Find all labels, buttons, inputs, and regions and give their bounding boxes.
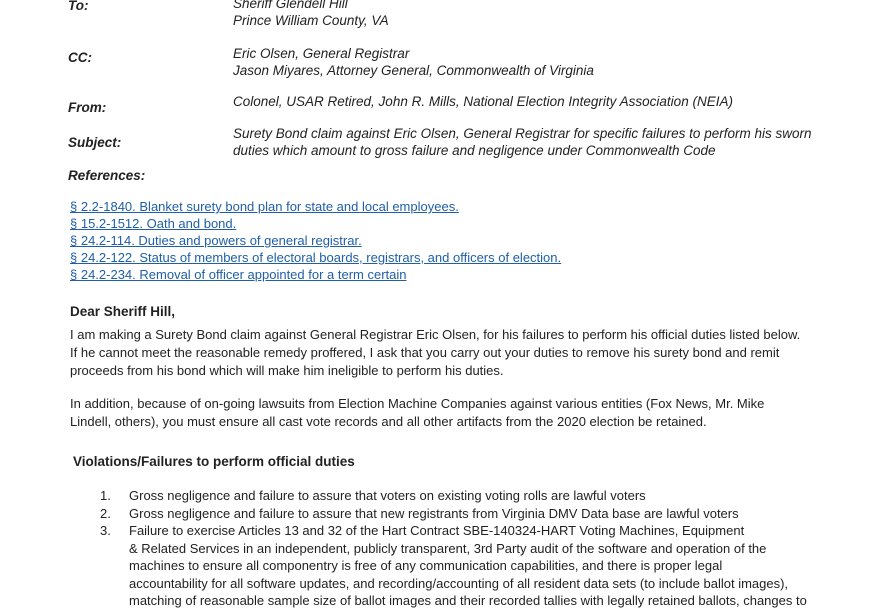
- paragraph-retention: [70, 395, 860, 431]
- list-item-text: machines to ensure all componentry is free of any communication capabilities, and there is proper legal: [129, 558, 723, 573]
- paragraph-line: Lindell, others), you must ensure all cast vote records and all other artifacts from the 2020 election be retained.: [70, 414, 707, 429]
- list-item: [100, 505, 807, 523]
- reference-link[interactable]: § 24.2-234. Removal of officer appointed for a term certain: [70, 267, 407, 282]
- to-line: Prince William County, VA: [233, 13, 389, 28]
- list-item-text: Failure to exercise Articles 13 and 32 of the Hart Contract SBE-140324-HART Voting Machines, Equipment: [129, 523, 745, 538]
- list-item: [100, 487, 807, 505]
- subject-line: Surety Bond claim against Eric Olsen, General Registrar for specific failures to perform his sworn: [233, 126, 812, 141]
- from-label: From:: [68, 100, 107, 115]
- reference-link[interactable]: § 2.2-1840. Blanket surety bond plan for state and local employees.: [70, 199, 459, 214]
- references-label: References:: [68, 168, 146, 183]
- list-item-number: 2.: [100, 505, 111, 521]
- reference-link[interactable]: § 15.2-1512. Oath and bond.: [70, 216, 237, 231]
- to-value: [233, 0, 389, 29]
- subject-value: [233, 125, 811, 159]
- list-item-text: accountability for all software updates, and recording/accounting of all resident data sets (to include ballot images),: [129, 575, 789, 591]
- paragraph-line: I am making a Surety Bond claim against General Registrar Eric Olsen, for his failures to perform his official duties listed below.: [70, 327, 801, 342]
- reference-link[interactable]: § 24.2-114. Duties and powers of general registrar.: [70, 233, 362, 248]
- paragraph-line: In addition, because of on-going lawsuits from Election Machine Companies against various entities (Fox News, Mr. Mike: [70, 396, 765, 411]
- cc-value: [233, 45, 594, 79]
- list-item-number: 1.: [100, 488, 111, 503]
- violations-list: [100, 487, 807, 610]
- to-label: To:: [68, 0, 89, 13]
- to-line: Sheriff Glendell Hill: [233, 0, 348, 11]
- list-item-text: matching of reasonable sample size of ballot images and their recorded tallies with legally retained ballots, changes to: [129, 593, 807, 608]
- cc-label: CC:: [68, 50, 92, 65]
- violations-heading: Violations/Failures to perform official duties: [73, 454, 355, 469]
- cc-line: Eric Olsen, General Registrar: [233, 46, 410, 61]
- list-item-text: & Related Services in an independent, publicly transparent, 3rd Party audit of the software and operation of the: [129, 540, 767, 556]
- subject-line: duties which amount to gross failure and negligence under Commonwealth Code: [233, 143, 716, 158]
- list-item-number: 3.: [100, 523, 111, 538]
- paragraph-line: If he cannot meet the reasonable remedy proffered, I ask that you carry out your duties to remove his surety bond and remit: [70, 345, 780, 360]
- cc-line: Jason Miyares, Attorney General, Commonwealth of Virginia: [233, 63, 594, 78]
- list-item: [100, 522, 807, 610]
- from-value: [233, 93, 733, 110]
- reference-link[interactable]: § 24.2-122. Status of members of electoral boards, registrars, and officers of election.: [70, 250, 562, 265]
- list-item-text: Gross negligence and failure to assure that voters on existing voting rolls are lawful voters: [129, 488, 646, 503]
- paragraph-claim: [70, 326, 860, 380]
- salutation: Dear Sheriff Hill,: [70, 304, 176, 319]
- from-line: Colonel, USAR Retired, John R. Mills, National Election Integrity Association (NEIA): [233, 94, 733, 109]
- references-list: [70, 198, 561, 283]
- subject-label: Subject:: [68, 135, 122, 150]
- paragraph-line: proceeds from his bond which will make him ineligible to perform his duties.: [70, 363, 504, 378]
- list-item-text: Gross negligence and failure to assure that new registrants from Virginia DMV Data base are lawful voters: [129, 505, 739, 521]
